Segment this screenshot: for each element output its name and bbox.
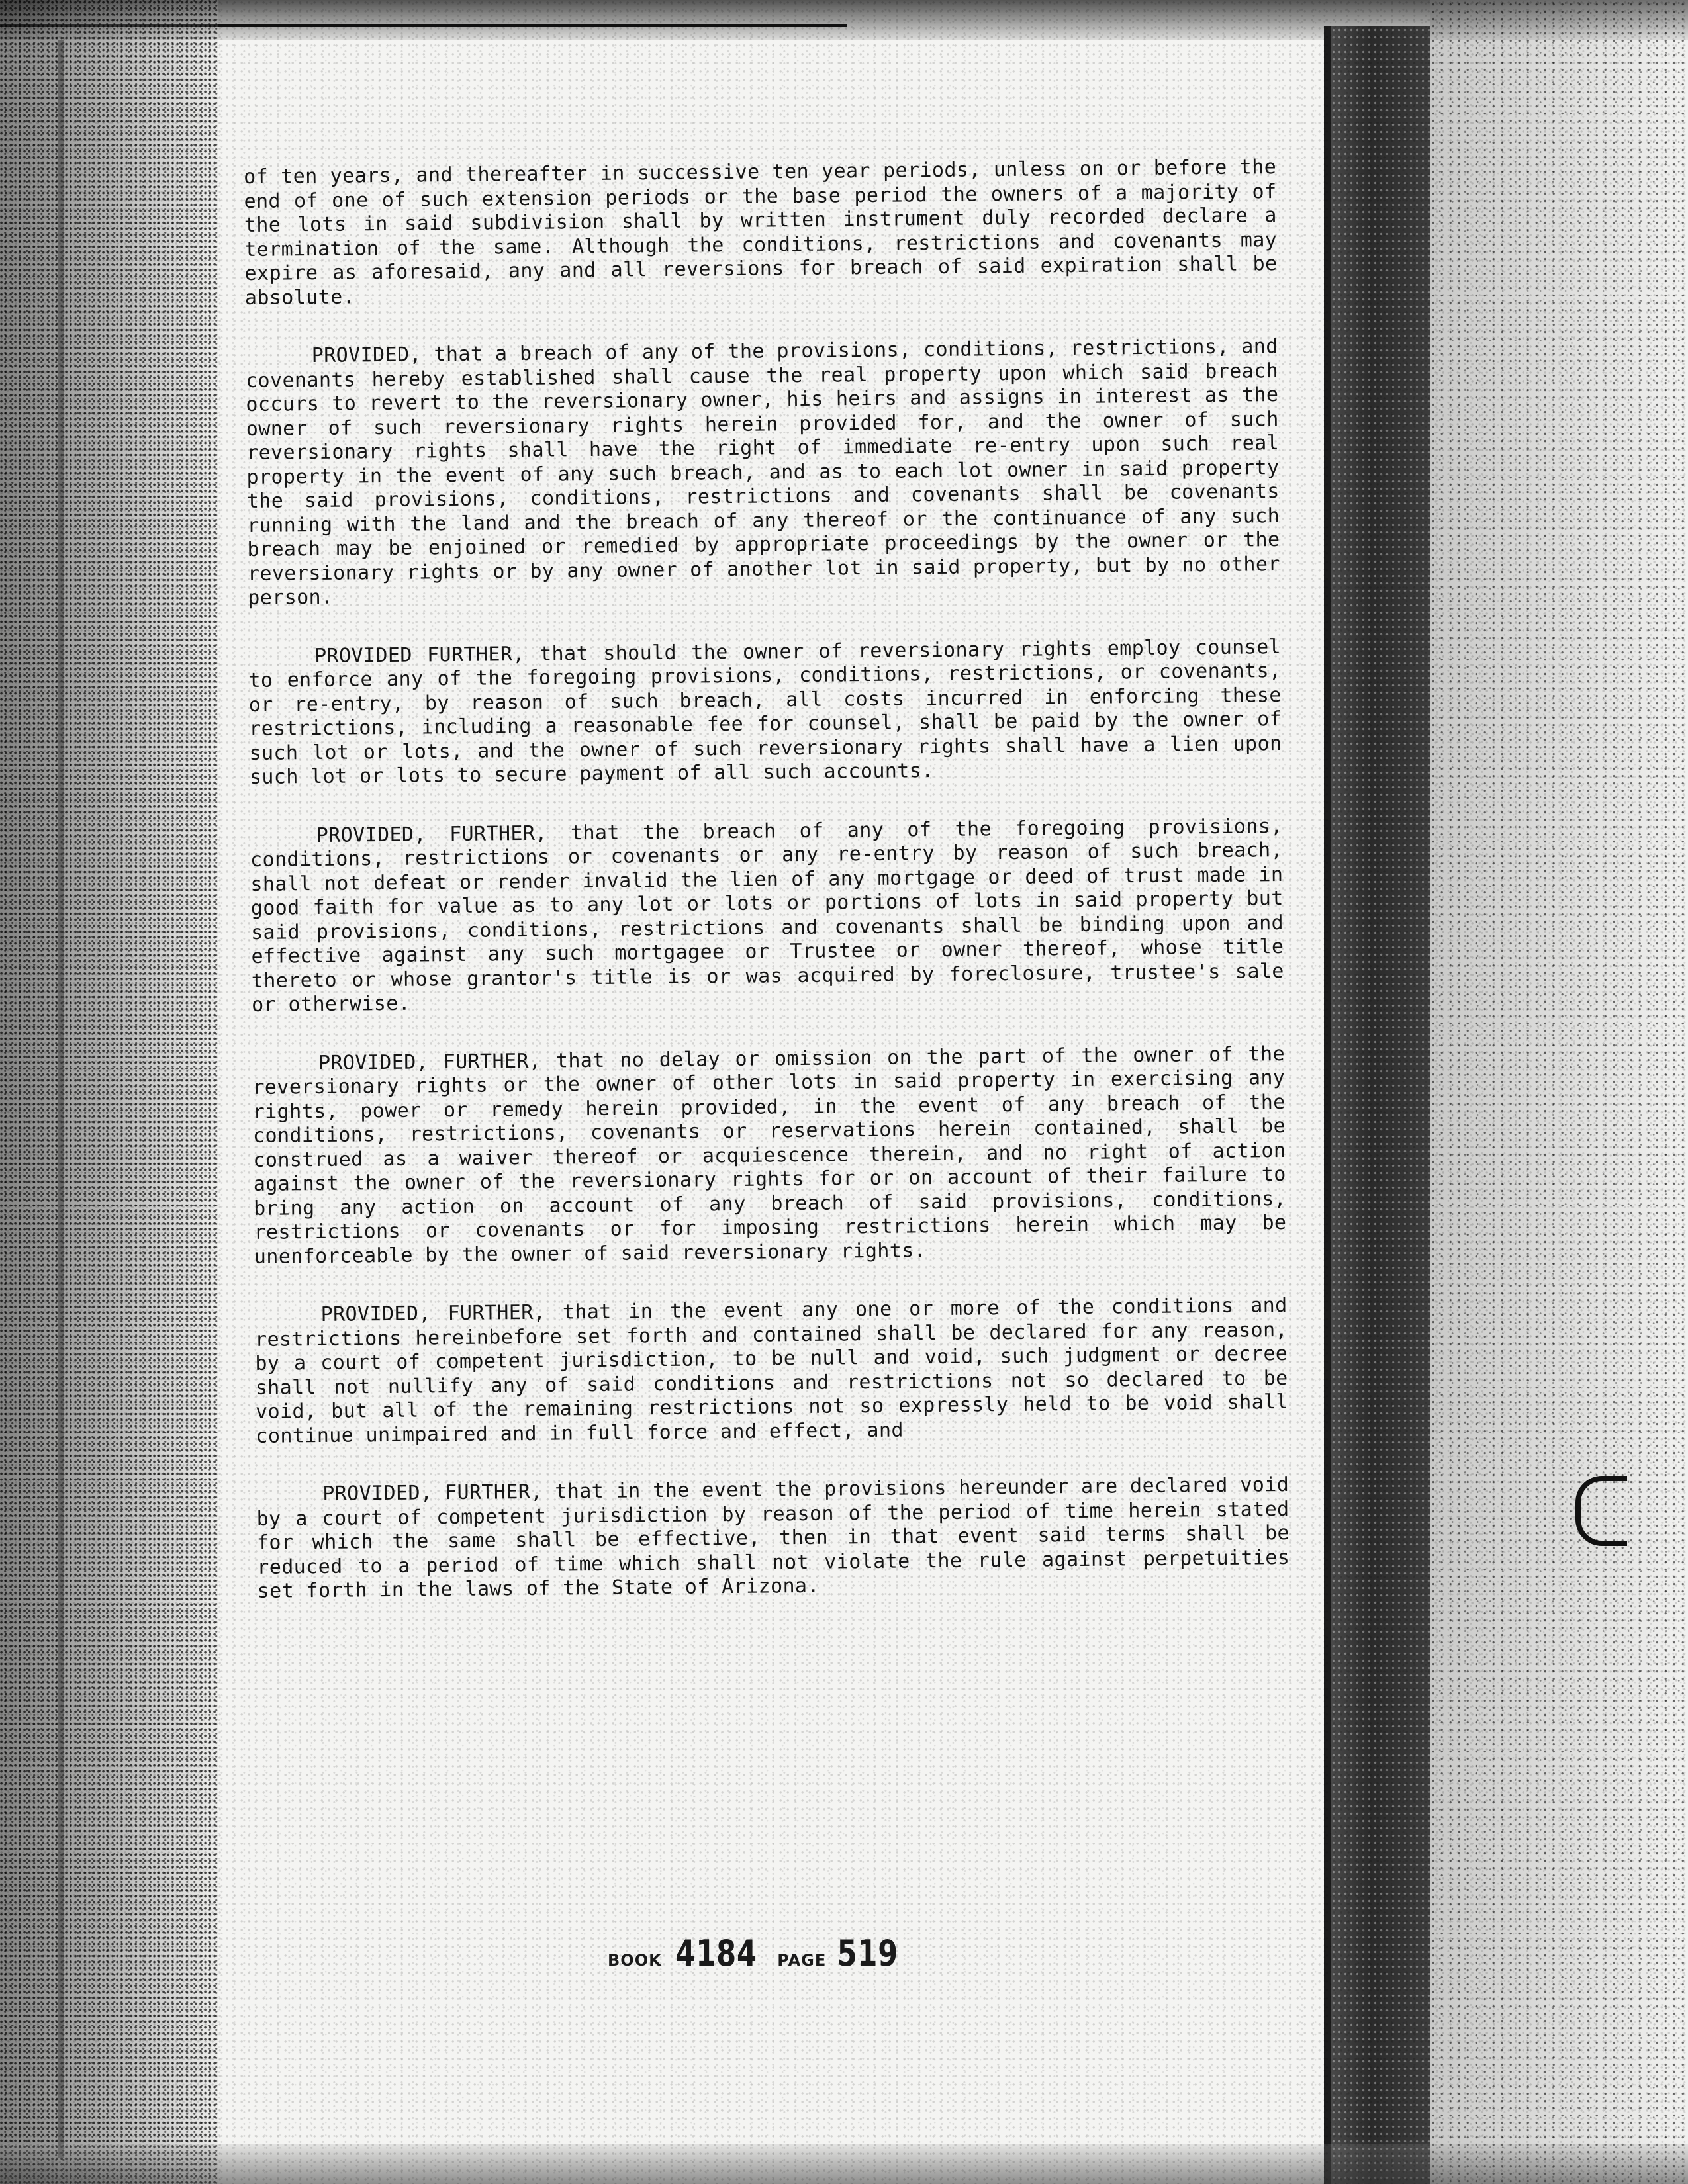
book-page-stamp [608, 1933, 913, 1974]
binder-clip [1575, 1476, 1627, 1546]
page-label: PAGE [777, 1951, 827, 1970]
paragraph-no-waiver: PROVIDED, FURTHER, that no delay or omission on the part of the owner of the reversionary rights or the owner of other lots in said property in exercising any rights, power or remedy herein provided, in the event of any breach of the conditions, restrictions, covenants or reservations herein contained, shall be construed as a waiver thereof or acquiescence therein, and no right of action against the owner of the reversionary rights for or on account of their failure to bring any action on account of any breach of said provisions, conditions, restrictions or covenants or for imposing restrictions herein which may be unenforceable by the owner of said reversionary rights. [252, 1042, 1287, 1269]
bottom-scan-edge [0, 2144, 1688, 2184]
document-body [244, 156, 1290, 1604]
page-number: 519 [837, 1933, 899, 1974]
paragraph-perpetuities: PROVIDED, FURTHER, that in the event the provisions hereunder are declared void by a court of competent jurisdiction by reason of the period of time herein stated for which the same shall be effective, then in that event said terms shall be reduced to a period of time which shall not violate the rule against perpetuities set forth in the laws of the State of Arizona. [256, 1473, 1290, 1603]
paragraph-reversion: PROVIDED, that a breach of any of the provisions, conditions, restrictions, and covenants hereby established shall cause the real property upon which said breach occurs to revert to the reversionary owner, his heirs and assigns in interest as the owner of such reversionary rights herein provided for, and the owner of such reversionary rights shall have the right of immediate re-entry upon such real property in the event of any such breach, and as to each lot owner in said property the said provisions, conditions, restrictions and covenants shall be covenants running with the land and the breach of any thereof or the continuance of any such breach may be enjoined or remedied by appropriate proceedings by the owner or the reversionary rights or by any owner of another lot in said property, but by no other person. [245, 335, 1281, 610]
right-scan-margin [1430, 0, 1688, 2184]
paragraph-severability: PROVIDED, FURTHER, that in the event any one or more of the conditions and restrictions hereinbefore set forth and contained shall be declared for any reason, by a court of competent jurisdiction, to be null and void, such judgment or decree shall not nullify any of said conditions and restrictions not so declared to be void, but all of the remaining restrictions not so expressly held to be void shall continue unimpaired and in full force and effect, and [254, 1293, 1289, 1448]
paragraph-mortgage-lien: PROVIDED, FURTHER, that the breach of any of the foregoing provisions, conditions, restrictions or covenants or any re-entry by reason of such breach, shall not defeat or render invalid the lien of any mortgage or deed of trust made in good faith for value as to any lot or lots or portions of lots in said property but said provisions, conditions, restrictions and covenants shall be binding upon and effective against any such mortgagee or Trustee or owner thereof, whose title thereto or whose grantor's title is or was acquired by foreclosure, trustee's sale or otherwise. [250, 814, 1284, 1017]
paragraph-counsel-fees: PROVIDED FURTHER, that should the owner of reversionary rights employ counsel to enforce any of the foregoing provisions, conditions, restrictions, or covenants, or re-entry, by reason of such breach, all costs incurred in enforcing these restrictions, including a reasonable fee for counsel, shall be paid by the owner of such lot or lots, and the owner of such reversionary rights shall have a lien upon such lot or lots to secure payment of all such accounts. [248, 635, 1282, 789]
book-label: BOOK [608, 1951, 662, 1970]
left-scan-margin [0, 0, 218, 2184]
right-binder-strip [1331, 26, 1430, 2184]
paragraph-term: of ten years, and thereafter in successive ten year periods, unless on or before the end of one of such extension periods or the base period the owners of a majority of the lots in said subdivision shall by written instrument duly recorded declare a termination of the same. Although the conditions, restrictions and covenants may expire as aforesaid, any and all reversions for breach of said expiration shall be absolute. [244, 156, 1278, 310]
book-number: 4184 [675, 1933, 757, 1974]
left-binding-line [58, 40, 64, 2158]
